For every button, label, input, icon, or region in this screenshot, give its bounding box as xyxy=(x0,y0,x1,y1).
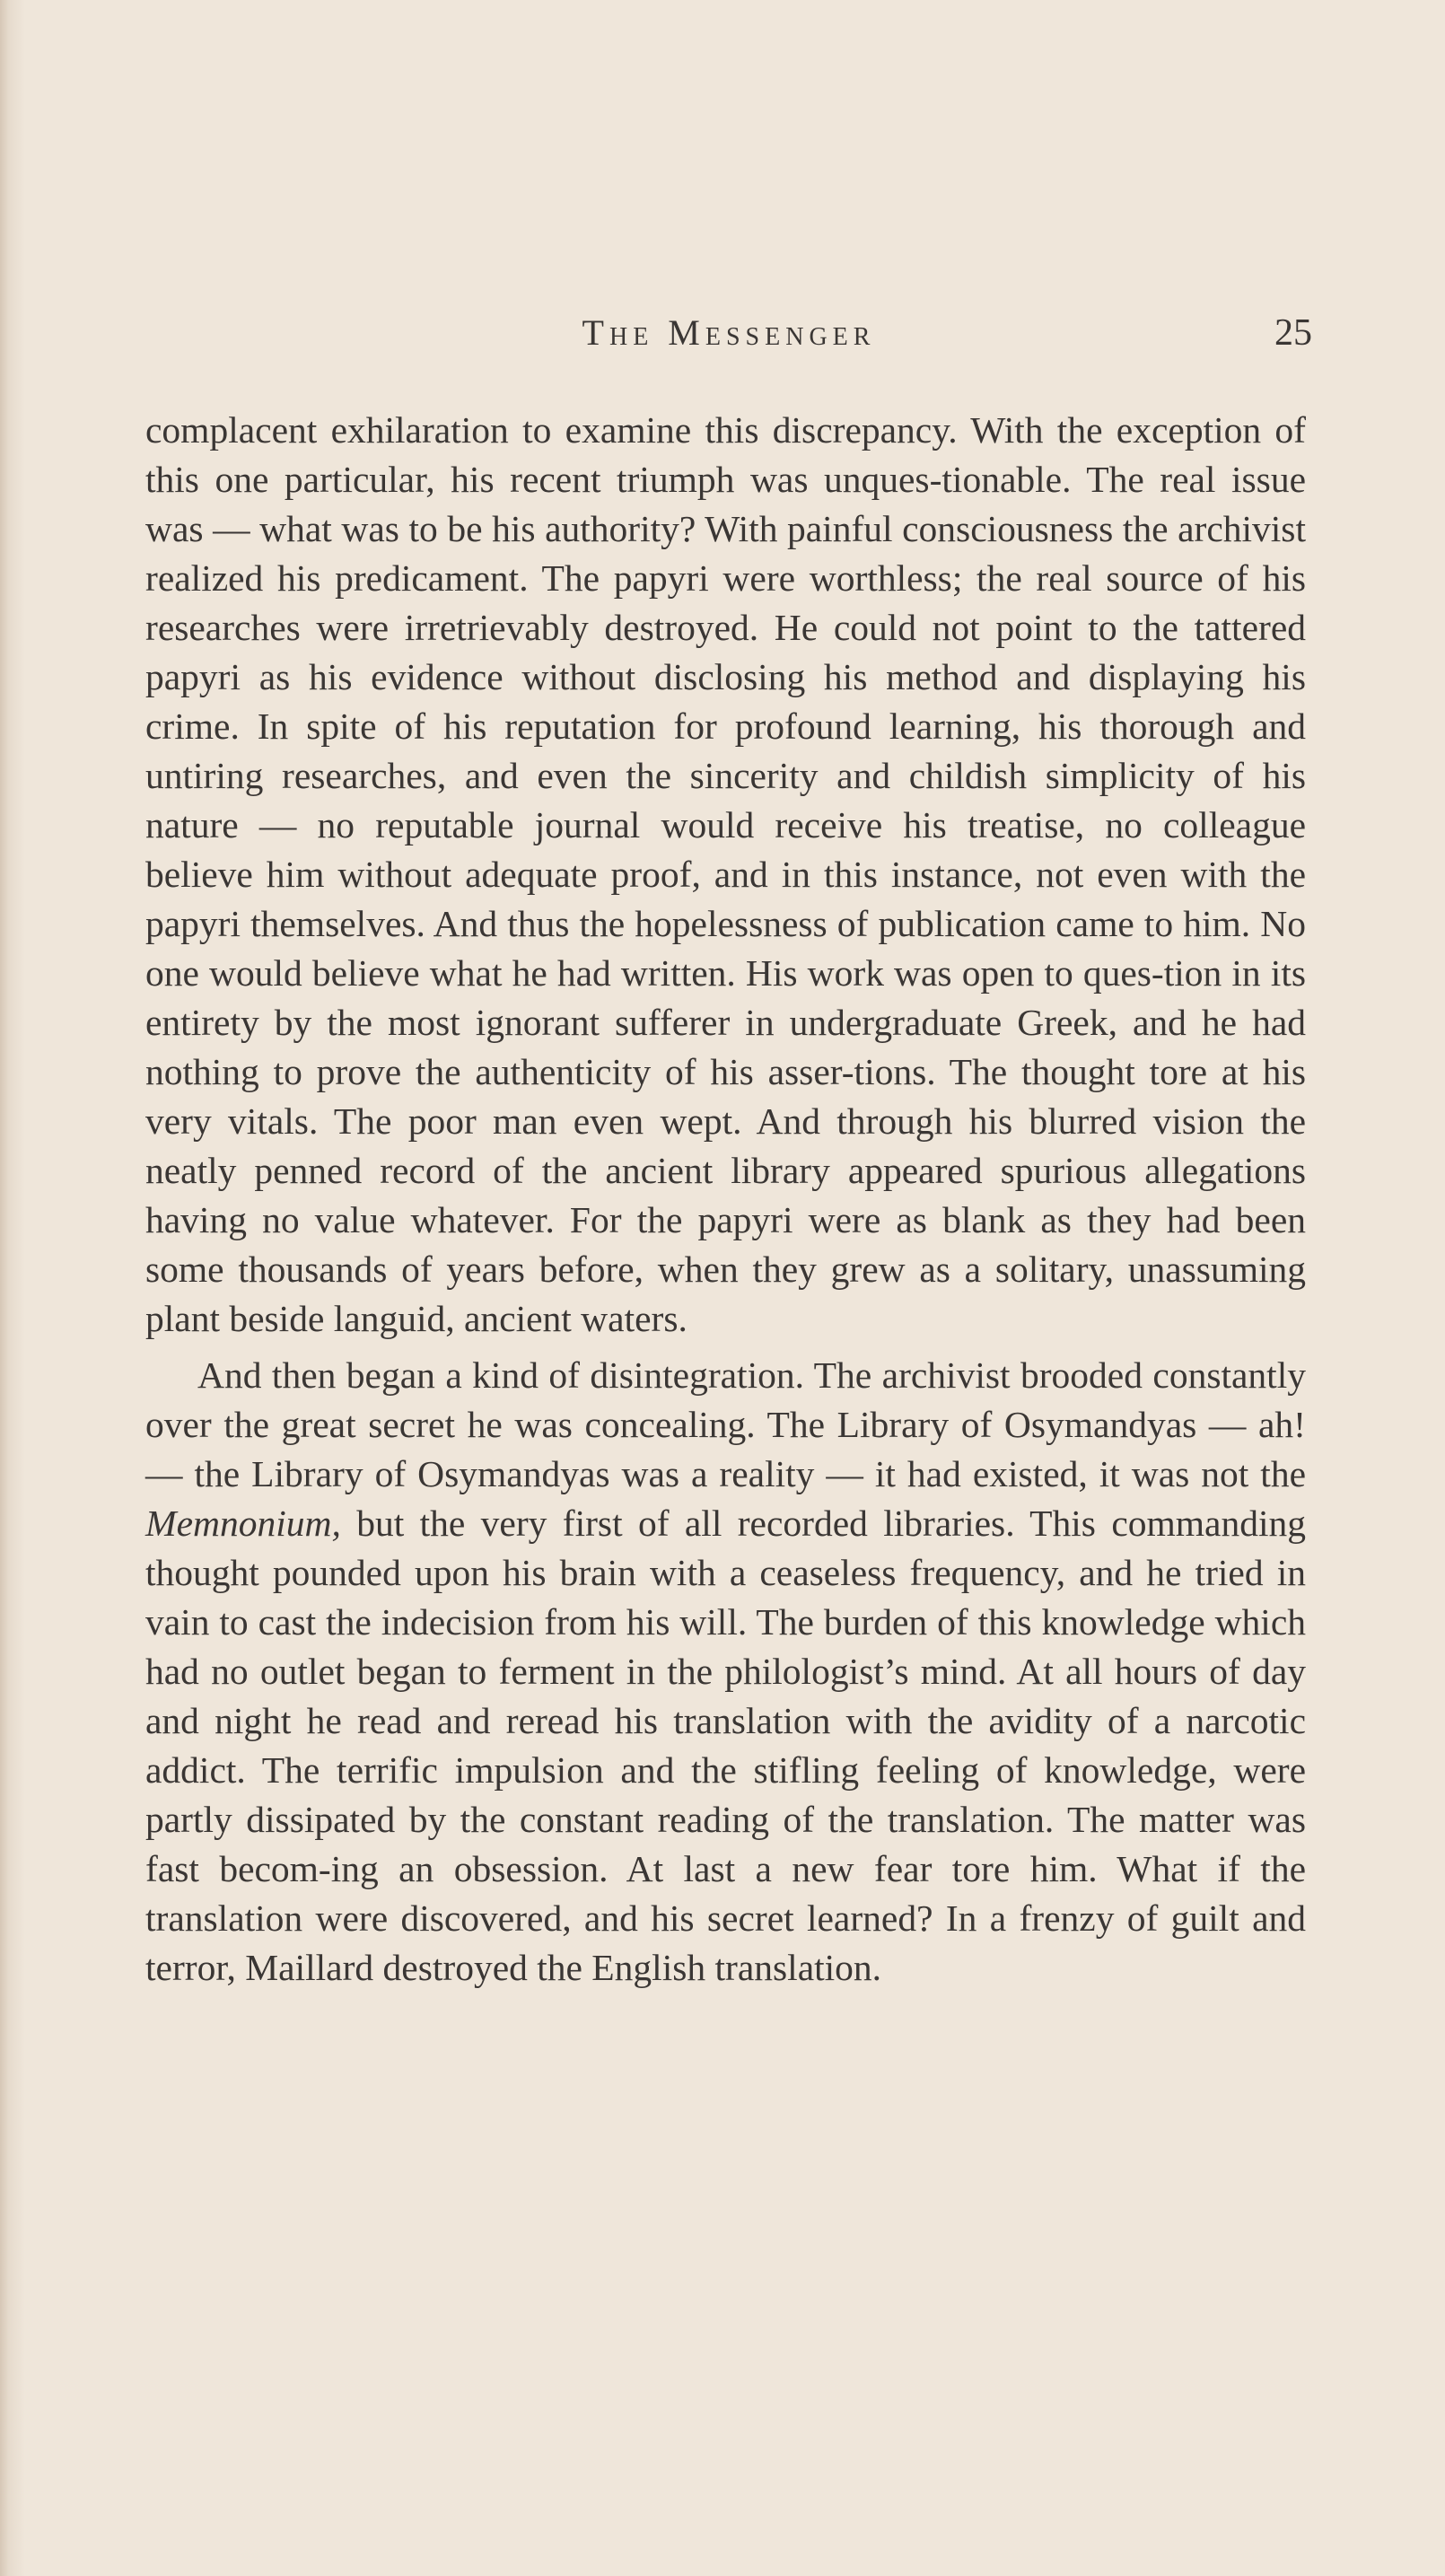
paragraph-2-text-start: And then began a kind of disintegration. The archivist brooded constantly over the great secret he was concealing. The Library of Osymandyas — ah! — the Library of Osymandyas was a reality — it had existed, it was not the xyxy=(145,1354,1306,1494)
running-head-title: The Messenger xyxy=(582,312,876,353)
body-text xyxy=(145,406,1306,1993)
paragraph-2-italic-title: Memnonium, xyxy=(145,1503,341,1544)
page-number: 25 xyxy=(1274,312,1312,354)
paragraph-2-text-end: but the very first of all recorded libraries. This commanding thought pounded upon his brain with a ceaseless frequency, and he tried in vain to cast the indecision from his will. The burden of this knowledge which had no outlet began to ferment in the philologist’s mind. At all hours of day and night he read and reread his translation with the avidity of a narcotic addict. The terrific impulsion and the stifling feeling of knowledge, were partly dissipated by the constant reading of the translation. The matter was fast becom-ing an obsession. At last a new fear tore him. What if the translation were discovered, and his secret learned? In a frenzy of guilt and terror, Maillard destroyed the English translation. xyxy=(145,1503,1306,1988)
running-head xyxy=(145,310,1312,356)
paragraph-1: complacent exhilaration to examine this discrepancy. With the exception of this one particular, his recent triumph was unques-tionable. The real issue was — what was to be his authority? With painful consciousness the archivist realized his predicament. The papyri were worthless; the real source of his researches were irretrievably destroyed. He could not point to the tattered papyri as his evidence without disclosing his method and displaying his crime. In spite of his reputation for profound learning, his thorough and untiring researches, and even the sincerity and childish simplicity of his nature — no reputable journal would receive his treatise, no colleague believe him without adequate proof, and in this instance, not even with the papyri themselves. And thus the hopelessness of publication came to him. No one would believe what he had written. His work was open to ques-tion in its entirety by the most ignorant sufferer in undergraduate Greek, and he had nothing to prove the authenticity of his asser-tions. The thought tore at his very vitals. The poor man even wept. And through his blurred vision the neatly penned record of the ancient library appeared spurious allegations having no value whatever. For the papyri were as blank as they had been some thousands of years before, when they grew as a solitary, unassuming plant beside languid, ancient waters. xyxy=(145,409,1306,1339)
paragraph-2 xyxy=(145,1351,1306,1993)
